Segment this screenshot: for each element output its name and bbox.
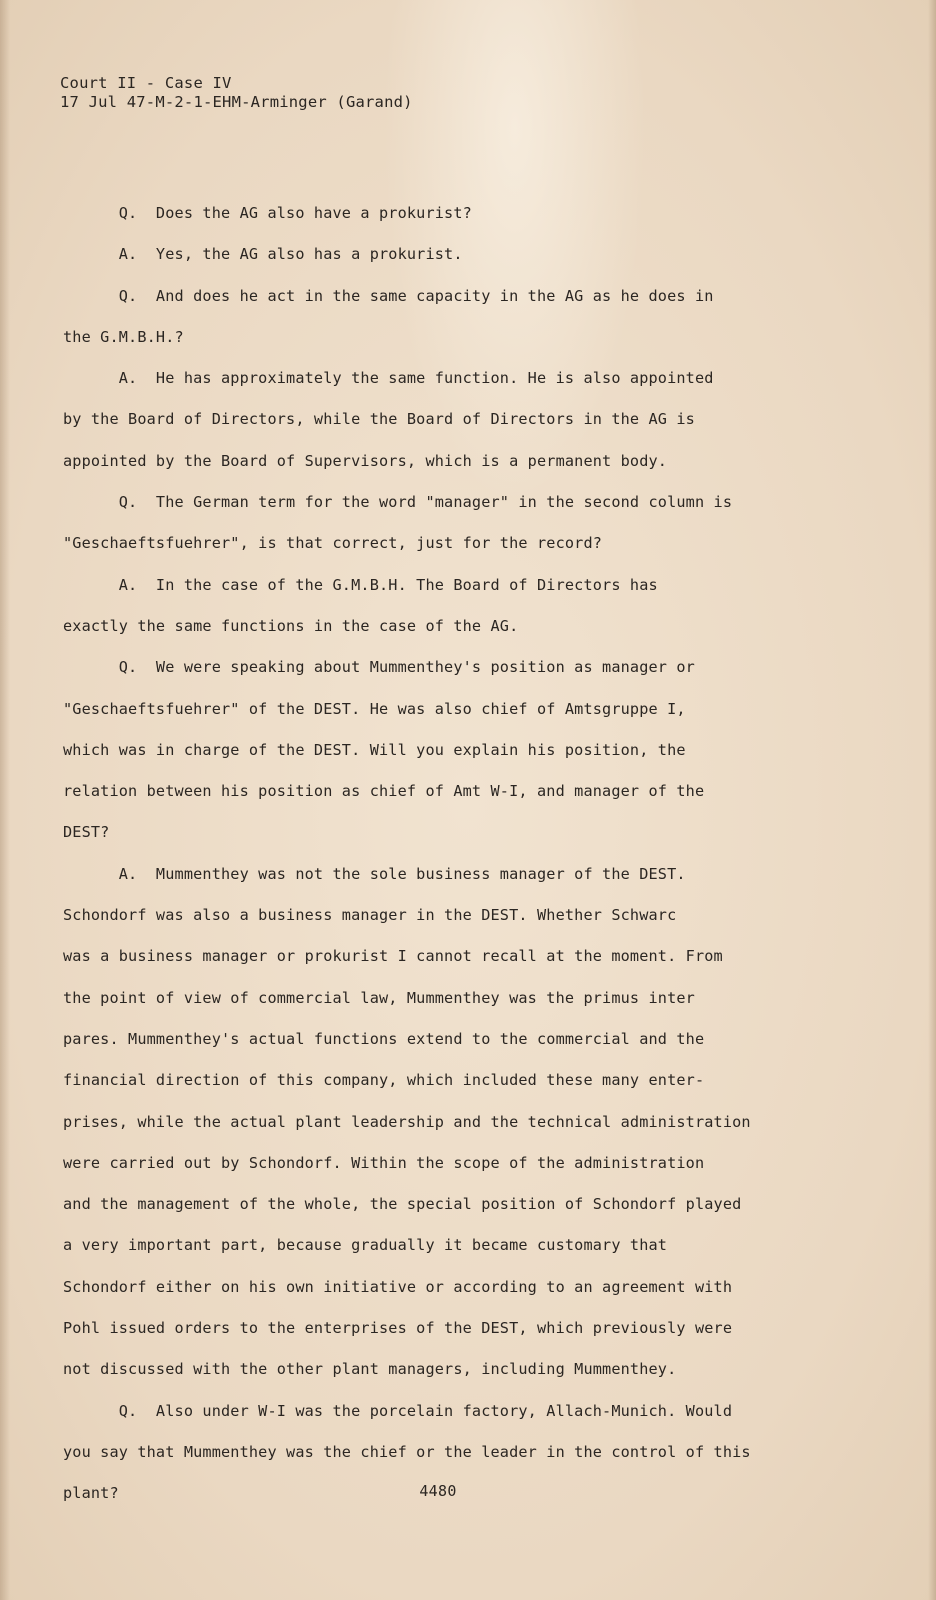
transcript-line: DEST? (63, 823, 110, 842)
transcript-line: the G.M.B.H.? (63, 327, 184, 346)
transcript-line: Pohl issued orders to the enterprises of the DEST, which previously were (63, 1319, 733, 1338)
header-case-line: Court II - Case IV (60, 74, 232, 92)
transcript-line: A. Yes, the AG also has a prokurist. (63, 245, 463, 264)
transcript-line: you say that Mummenthey was the chief or the leader in the control of this (63, 1442, 751, 1461)
transcript-line: not discussed with the other plant managers, including Mummenthey. (63, 1360, 677, 1379)
transcript-line: Q. Does the AG also have a prokurist? (63, 204, 472, 222)
transcript-line: financial direction of this company, which included these many enter- (63, 1071, 705, 1090)
transcript-line: Schondorf either on his own initiative or according to an agreement with (63, 1277, 733, 1296)
transcript-line: Q. The German term for the word "manager" in the second column is (63, 493, 733, 512)
transcript-line: Q. We were speaking about Mummenthey's position as manager or (63, 658, 695, 677)
transcript-line: A. Mummenthey was not the sole business manager of the DEST. (63, 864, 686, 883)
transcript-line: Schondorf was also a business manager in the DEST. Whether Schwarc (63, 906, 677, 925)
transcript-line: plant? (63, 1484, 119, 1503)
paper-edge-right (928, 0, 936, 1600)
transcript-line: appointed by the Board of Supervisors, which is a permanent body. (63, 451, 668, 470)
header-session-line: 17 Jul 47-M-2-1-EHM-Arminger (Garand) (60, 93, 413, 111)
document-header (60, 74, 413, 112)
transcript-line: Q. Also under W-I was the porcelain factory, Allach-Munich. Would (63, 1401, 733, 1420)
paper-edge-left (0, 0, 10, 1600)
transcript-line: pares. Mummenthey's actual functions extend to the commercial and the (63, 1029, 705, 1048)
transcript-line: relation between his position as chief of Amt W-I, and manager of the (63, 782, 705, 801)
transcript-line: A. He has approximately the same function. He is also appointed (63, 369, 714, 388)
transcript-line: was a business manager or prokurist I cannot recall at the moment. From (63, 947, 723, 966)
transcript-line: "Geschaeftsfuehrer", is that correct, just for the record? (63, 534, 603, 553)
transcript-line: A. In the case of the G.M.B.H. The Board of Directors has (63, 575, 658, 594)
transcript-line: the point of view of commercial law, Mummenthey was the primus inter (63, 988, 695, 1007)
transcript-line: prises, while the actual plant leadership and the technical administration (63, 1112, 751, 1131)
transcript-line: a very important part, because gradually it became customary that (63, 1236, 668, 1255)
transcript-body (63, 193, 863, 1515)
transcript-line: were carried out by Schondorf. Within the scope of the administration (63, 1153, 705, 1172)
transcript-line: "Geschaeftsfuehrer" of the DEST. He was also chief of Amtsgruppe I, (63, 699, 686, 718)
transcript-line: which was in charge of the DEST. Will you explain his position, the (63, 740, 686, 759)
page-number: 4480 (419, 1482, 457, 1500)
transcript-line: and the management of the whole, the special position of Schondorf played (63, 1195, 742, 1214)
transcript-line: Q. And does he act in the same capacity in the AG as he does in (63, 286, 714, 305)
transcript-line: exactly the same functions in the case of the AG. (63, 616, 519, 635)
transcript-line: by the Board of Directors, while the Board of Directors in the AG is (63, 410, 695, 429)
